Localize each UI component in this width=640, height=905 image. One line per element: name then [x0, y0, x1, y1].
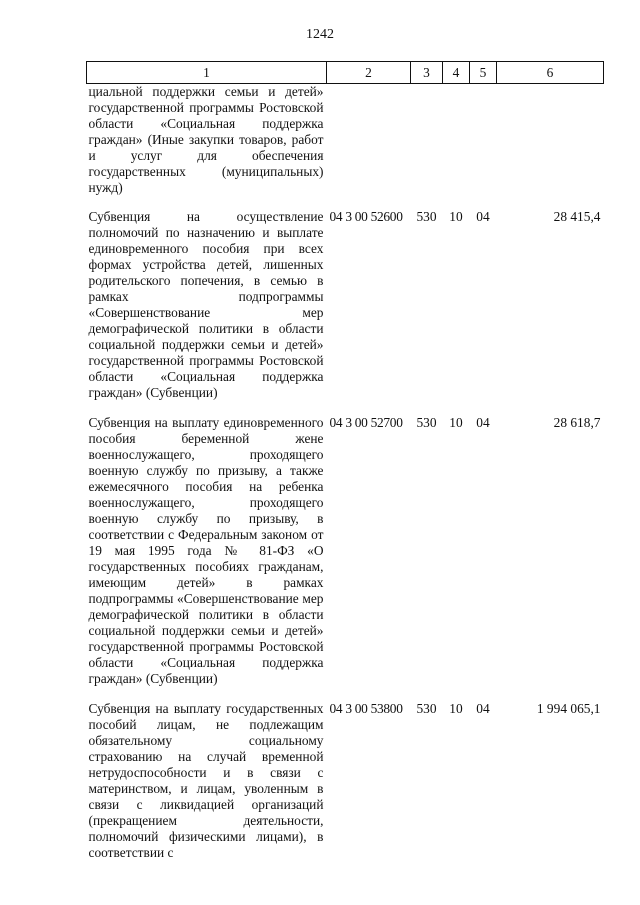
- row-amount: 1 994 065,1: [536, 701, 601, 716]
- header-col-3: 3: [411, 62, 443, 84]
- row-vr: 530: [416, 701, 437, 716]
- row-code: 04 3 00 52600: [329, 209, 403, 224]
- header-col-1: 1: [87, 62, 327, 84]
- row-pr: [470, 84, 497, 202]
- header-col-2: 2: [327, 62, 411, 84]
- row-description: Субвенция на осуществление полномочий по назначению и выплате единовременного пособия при всех формах устройства детей, лишенных родительского попечения, в семью в рамках подпрограммы «Совершенствование мер демографической политики в области социальной поддержки семьи и детей» государственной программы Ростовской области «Социальная поддержка граждан» (Субвенции): [88, 209, 324, 400]
- row-pr: 04: [476, 701, 490, 716]
- row-vr: [411, 84, 443, 202]
- row-description: Субвенция на выплату государственных пособий лицам, не подлежащим обязательному социальному страхованию на случай временной нетрудоспособности и в связи с материнством, и лицам, уволенным в связи с ликвидацией организаций (прекращением деятельности, полномочий физическими лицами), в соответствии с: [88, 701, 324, 860]
- row-vr: 530: [416, 415, 437, 430]
- table-row: [87, 407, 604, 693]
- row-code: 04 3 00 53800: [329, 701, 403, 716]
- row-description: циальной поддержки семьи и детей» государственной программы Ростовской области «Социальная поддержка граждан» (Иные закупки товаров, работ и услуг для обеспечения государственных (муниципальных) нужд): [88, 84, 324, 195]
- row-rz: [443, 84, 470, 202]
- header-col-5: 5: [470, 62, 497, 84]
- header-col-4: 4: [443, 62, 470, 84]
- budget-table: [86, 61, 604, 867]
- row-amount: 28 415,4: [553, 209, 601, 224]
- header-col-6: 6: [497, 62, 604, 84]
- row-vr: 530: [416, 209, 437, 224]
- row-rz: 10: [449, 701, 463, 716]
- row-amount: [497, 84, 604, 202]
- row-pr: 04: [476, 415, 490, 430]
- row-code: [327, 84, 411, 202]
- table-row: [87, 693, 604, 867]
- row-code: 04 3 00 52700: [329, 415, 403, 430]
- row-description: Субвенция на выплату единовременного пособия беременной жене военнослужащего, проходящего военную службу по призыву, а также ежемесячного пособия на ребенка военнослужащего, проходящего военную службу по призыву, в соответствии с Федеральным законом от 19 мая 1995 года № 81-ФЗ «О государственных пособиях гражданам, имеющим детей» в рамках подпрограммы «Совершенствование мер демографической политики в области социальной поддержки семьи и детей» государственной программы Ростовской области «Социальная поддержка граждан» (Субвенции): [88, 415, 324, 686]
- page-number: 1242: [306, 27, 334, 42]
- row-amount: 28 618,7: [553, 415, 601, 430]
- header-row: [87, 62, 604, 84]
- table-row: [87, 84, 604, 202]
- table-row: [87, 201, 604, 407]
- row-rz: 10: [449, 415, 463, 430]
- row-pr: 04: [476, 209, 490, 224]
- row-rz: 10: [449, 209, 463, 224]
